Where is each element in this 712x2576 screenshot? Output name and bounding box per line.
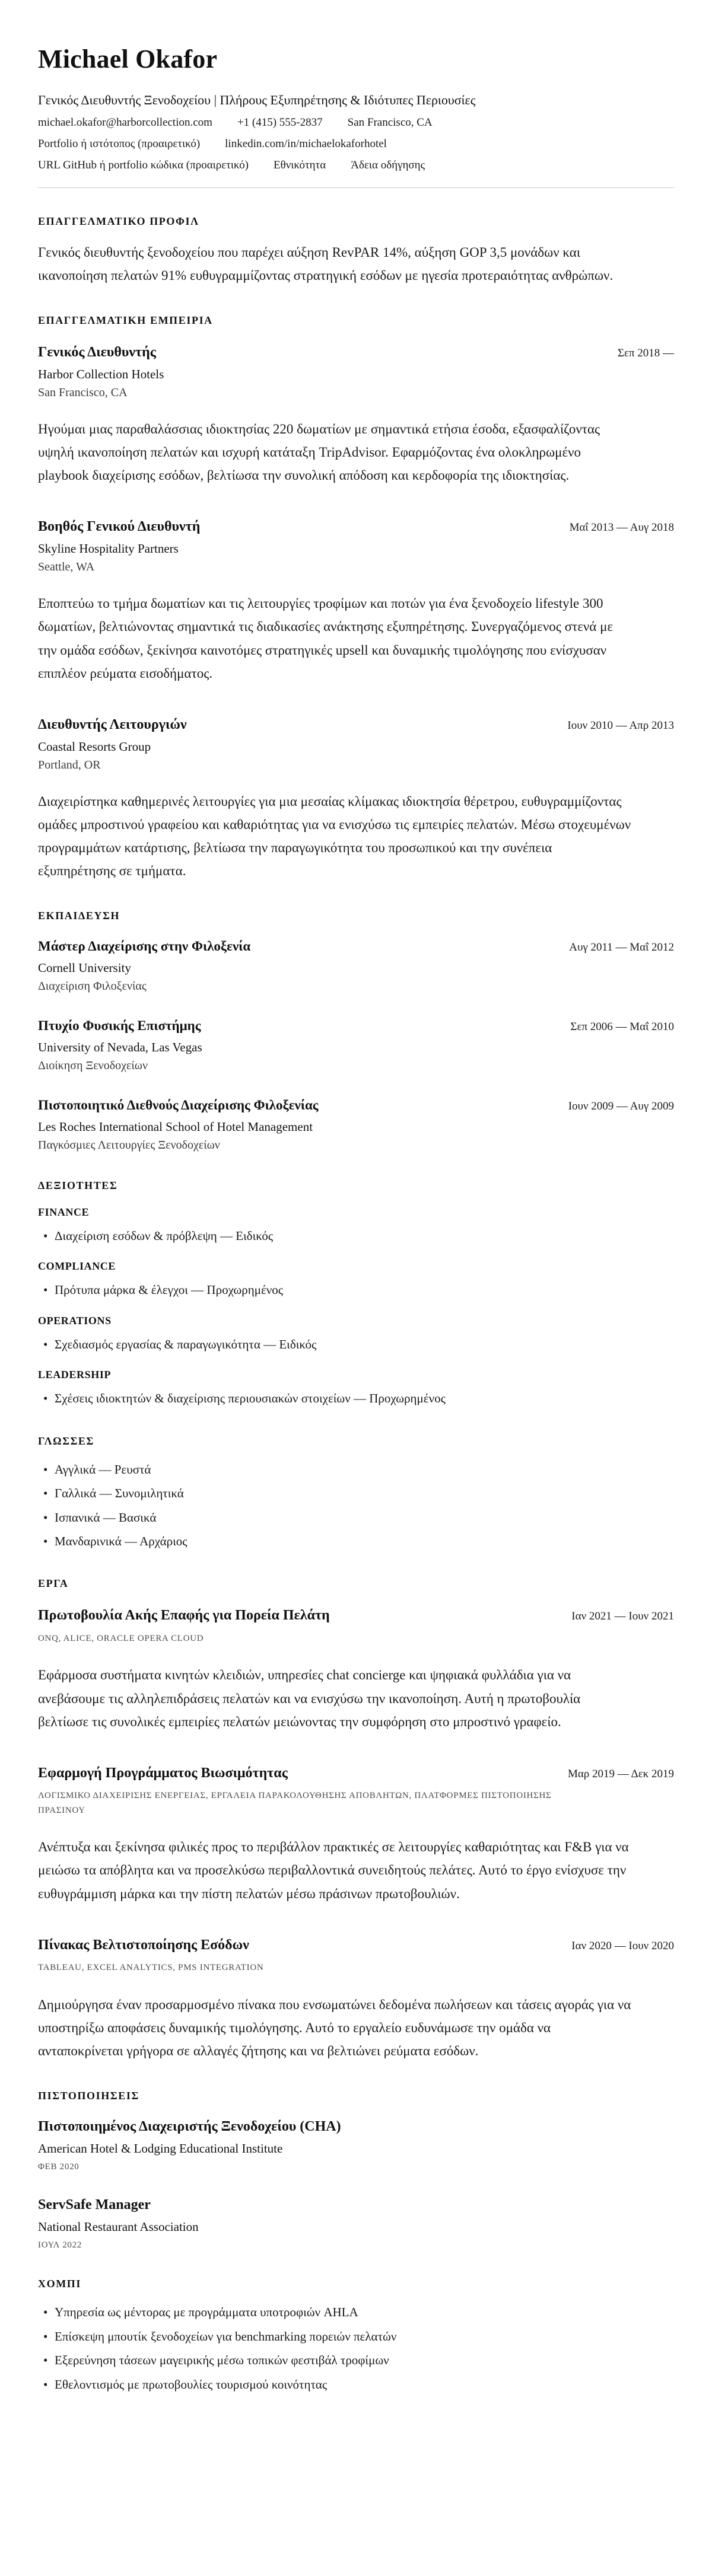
job-location: Portland, OR [38,758,101,771]
hobbies-heading: ΧΟΜΠΙ [38,2278,81,2290]
skill-item: • Σχέσεις ιδιοκτητών & διαχείρισης περιουσιακών στοιχείων — Προχωρημένος [38,1389,674,1407]
certification-org: American Hotel & Lodging Educational Institute [38,2141,283,2156]
hobby-item: • Επίσκεψη μπουτίκ ξενοδοχείων για benchmarking πορειών πελατών [38,2328,674,2345]
language-item: • Αγγλικά — Ρευστά [38,1461,674,1478]
job-head [38,518,674,536]
experience-heading: ΕΠΑΓΓΕΛΜΑΤΙΚΗ ΕΜΠΕΙΡΙΑ [38,314,213,326]
language-item: • Μανδαρινικά — Αρχάριος [38,1532,674,1550]
language-item: • Γαλλικά — Συνομιλητικά [38,1484,674,1502]
job-description: Εποπτεύω το τμήμα δωματίων και τις λειτουργίες τροφίμων και ποτών για ένα ξενοδοχείο lifestyle 300 δωματίων, βελτιώνοντας σημαντικά τις διαδικασίες ανάκτησης εξυπηρέτησης. Συνεργαζόμενος στενά με την ομάδα εσόδων, ξεκίνησα καινοτόμες στρατηγικές upsell και δυναμικής τιμολόγησης που ενίσχυσαν επιπλέον ρεύματα εισοδήματος. [38,596,614,681]
profile-text: Γενικός διευθυντής ξενοδοχείου που παρέχει αύξηση RevPAR 14%, αύξηση GOP 3,5 μονάδων και ικανοποίηση πελατών 91% ευθυγραμμίζοντας στρατηγική εσόδων με ηγεσία προτεραιότητας ανθρώπων. [38,244,614,283]
job-dates: Σεπ 2018 — [617,346,674,359]
section-skills [38,1179,674,1408]
section-languages [38,1435,674,1551]
skill-group [38,1206,674,1245]
skill-category: FINANCE [38,1206,90,1218]
education-school: University of Nevada, Las Vegas [38,1040,202,1055]
project-dates: Μαρ 2019 — Δεκ 2019 [567,1767,674,1780]
project-title: Πρωτοβουλία Ακής Επαφής για Πορεία Πελάτη [38,1608,330,1624]
skill-item: • Σχεδιασμός εργασίας & παραγωγικότητα — Ειδικός [38,1335,674,1353]
portfolio-placeholder: Portfolio ή ιστότοπος (προαιρετικό) [38,137,201,150]
language-list [38,1461,674,1551]
project-entry [38,1606,674,1733]
section-profile [38,215,674,287]
project-description: Εφάρμοσα συστήματα κινητών κλειδιών, υπηρεσίες chat concierge και ψηφιακά φυλλάδια για να ανεβάσουμε τις αλληλεπιδράσεις πελατών και να ενισχύσω την ικανοποίηση. Αυτή η πρωτοβουλία βελτίωσε τις συνολικές εμπειρίες πελατών μειώνοντας την συμφόρηση στο μπροστινό γραφείο. [38,1668,581,1729]
certification-title: Πιστοποιημένος Διαχειριστής Ξενοδοχείου (CHA) [38,2118,341,2134]
education-dates: Σεπ 2006 — Μαΐ 2010 [570,1021,674,1034]
education-entry [38,1017,674,1073]
job-company: Harbor Collection Hotels [38,366,164,381]
skill-group [38,1315,674,1353]
job-entry [38,518,674,685]
certification-org: National Restaurant Association [38,2220,199,2234]
project-head [38,1606,674,1625]
hobby-item: • Εθελοντισμός με πρωτοβουλίες τουρισμού κοινότητας [38,2376,674,2393]
education-title: Μάστερ Διαχείρισης στην Φιλοξενία [38,939,251,954]
education-head [38,1096,674,1114]
section-experience [38,314,674,883]
education-field: Παγκόσμιες Λειτουργίες Ξενοδοχείων [38,1138,220,1152]
contact-row-1 [38,116,674,129]
profile-heading: ΕΠΑΓΓΕΛΜΑΤΙΚΟ ΠΡΟΦΙΛ [38,215,199,227]
resume-header [38,44,674,171]
education-title: Πτυχίο Φυσικής Επιστήμης [38,1018,201,1034]
project-head [38,1936,674,1955]
skill-category: OPERATIONS [38,1314,112,1327]
job-dates: Μαΐ 2013 — Αυγ 2018 [569,521,674,534]
education-entry [38,938,674,993]
skill-group [38,1369,674,1407]
certifications-heading: ΠΙΣΤΟΠΟΙΗΣΕΙΣ [38,2089,139,2102]
skills-heading: ΔΕΞΙΟΤΗΤΕΣ [38,1179,118,1191]
job-description: Ηγούμαι μιας παραθαλάσσιας ιδιοκτησίας 220 δωματίων με σημαντικά ετήσια έσοδα, εξασφαλίζοντας υψηλή ικανοποίηση πελατών και ισχυρή κατάταξη TripAdvisor. Εφαρμόζοντας ένα ολοκληρωμένο playbook διαχείρισης εσόδων, βελτίωσα την συνολική απόδοση και κερδοφορία της ιδιοκτησίας. [38,421,600,483]
email-link[interactable]: michael.okafor@harborcollection.com [38,116,212,129]
section-certifications [38,2090,674,2250]
contact-row-2 [38,138,674,151]
certification-date: ΙΟΥΛ 2022 [38,2240,82,2250]
skill-list [38,1335,674,1353]
skill-category: LEADERSHIP [38,1369,112,1381]
project-entry [38,1936,674,2062]
education-field: Διαχείριση Φιλοξενίας [38,980,147,993]
education-heading: ΕΚΠΑΙΔΕΥΣΗ [38,910,120,922]
section-projects [38,1577,674,2062]
project-title: Εφαρμογή Προγράμματος Βιωσιμότητας [38,1765,288,1781]
education-dates: Ιουν 2009 — Αυγ 2009 [568,1100,674,1113]
job-head [38,343,674,362]
candidate-name: Michael Okafor [38,44,218,74]
project-tools: TABLEAU, EXCEL ANALYTICS, PMS INTEGRATION [38,1962,264,1972]
language-item: • Ισπανικά — Βασικά [38,1509,674,1526]
project-entry [38,1764,674,1905]
phone-number: +1 (415) 555-2837 [237,116,323,129]
project-dates: Ιαν 2021 — Ιουν 2021 [571,1610,674,1623]
skill-list [38,1281,674,1299]
skill-item: • Διαχείριση εσόδων & πρόβλεψη — Ειδικός [38,1227,674,1245]
project-dates: Ιαν 2020 — Ιουν 2020 [571,1939,674,1952]
certification-entry [38,2118,674,2172]
skill-list [38,1227,674,1245]
driving-license-placeholder: Άδεια οδήγησης [351,158,425,171]
nationality-placeholder: Εθνικότητα [273,158,326,171]
job-description: Διαχειρίστηκα καθημερινές λειτουργίες για μια μεσαίας κλίμακας ιδιοκτησία θέρετρου, ευθυγραμμίζοντας ομάδες μπροστινού γραφείου και καθαριότητας για να ενισχύσω τις εμπειρίες πελατών. Μέσω στοχευμένων προγραμμάτων κατάρτισης, βελτίωσα την παραγωγικότητα του προσωπικού και την συνέπεια εξυπηρέτησης σε τμήματα. [38,793,631,879]
education-entry [38,1096,674,1152]
skill-group [38,1260,674,1299]
certification-title: ServSafe Manager [38,2197,151,2213]
job-entry [38,716,674,883]
job-company: Coastal Resorts Group [38,739,151,754]
job-title: Γενικός Διευθυντής [38,344,156,360]
certification-date: ΦΕΒ 2020 [38,2162,80,2172]
location-text: San Francisco, CA [347,116,433,129]
projects-heading: ΕΡΓΑ [38,1577,69,1590]
project-description: Ανέπτυξα και ξεκίνησα φιλικές προς το περιβάλλον πρακτικές σε λειτουργίες καθαριότητας και F&B για να μειώσω τα απόβλητα και να προσελκύσω περιβαλλοντικά συνειδητούς πελάτες. Αυτό το έργο ενίσχυσε την ευθυγράμμιση μάρκα και την πίστη πελατών μέσω πράσινων πρωτοβουλιών. [38,1839,629,1901]
job-location: Seattle, WA [38,560,95,574]
section-hobbies [38,2278,674,2393]
linkedin-link[interactable]: linkedin.com/in/michaelokaforhotel [225,137,387,150]
contact-row-3 [38,159,674,172]
project-description: Δημιούργησα έναν προσαρμοσμένο πίνακα που ενσωματώνει δεδομένα πωλήσεων και τάσεις αγοράς για να υποστηρίξω αποφάσεις δυναμικής τιμολόγησης. Αυτό το εργαλείο ευδυνάμωσε την ομάδα να ανταποκρίνεται γρήγορα σε αλλαγές ζήτησης και να βελτιώνει ρεύματα εσόδων. [38,1997,631,2058]
job-company: Skyline Hospitality Partners [38,541,179,556]
project-head [38,1764,674,1783]
hobby-list [38,2303,674,2393]
header-divider [38,187,674,188]
education-field: Διοίκηση Ξενοδοχείων [38,1059,148,1073]
skill-list [38,1389,674,1407]
education-head [38,938,674,955]
education-title: Πιστοποιητικό Διεθνούς Διαχείρισης Φιλοξενίας [38,1098,319,1113]
skill-category: COMPLIANCE [38,1260,116,1273]
job-location: San Francisco, CA [38,385,128,399]
section-education [38,910,674,1152]
languages-heading: ΓΛΩΣΣΕΣ [38,1434,94,1447]
skill-item: • Πρότυπα μάρκα & έλεγχοι — Προχωρημένος [38,1281,674,1299]
project-title: Πίνακας Βελτιστοποίησης Εσόδων [38,1937,249,1953]
job-title: Διευθυντής Λειτουργιών [38,716,187,732]
hobby-item: • Υπηρεσία ως μέντορας με προγράμματα υποτροφιών AHLA [38,2303,674,2321]
candidate-headline: Γενικός Διευθυντής Ξενοδοχείου | Πλήρους Εξυπηρέτησης & Ιδιότυπες Περιουσίες [38,92,476,107]
github-placeholder: URL GitHub ή portfolio κώδικα (προαιρετικό) [38,158,249,171]
education-school: Cornell University [38,961,131,975]
education-head [38,1017,674,1035]
job-head [38,716,674,734]
job-dates: Ιουν 2010 — Απρ 2013 [567,719,674,732]
job-title: Βοηθός Γενικού Διευθυντή [38,519,201,535]
education-school: Les Roches International School of Hotel Management [38,1119,313,1134]
job-entry [38,343,674,487]
certification-entry [38,2196,674,2250]
hobby-item: • Εξερεύνηση τάσεων μαγειρικής μέσω τοπικών φεστιβάλ τροφίμων [38,2351,674,2369]
education-dates: Αυγ 2011 — Μαΐ 2012 [569,941,674,954]
project-tools: ONQ, ALICE, ORACLE OPERA CLOUD [38,1633,204,1643]
project-tools: ΛΟΓΙΣΜΙΚΟ ΔΙΑΧΕΙΡΙΣΗΣ ΕΝΕΡΓΕΙΑΣ, ΕΡΓΑΛΕΙΑ ΠΑΡΑΚΟΛΟΥΘΗΣΗΣ ΑΠΟΒΛΗΤΩΝ, ΠΛΑΤΦΟΡΜΕΣ ΠΙΣΤΟΠΟΙΗΣΗΣ ΠΡΑΣΙΝΟΥ [38,1790,552,1815]
